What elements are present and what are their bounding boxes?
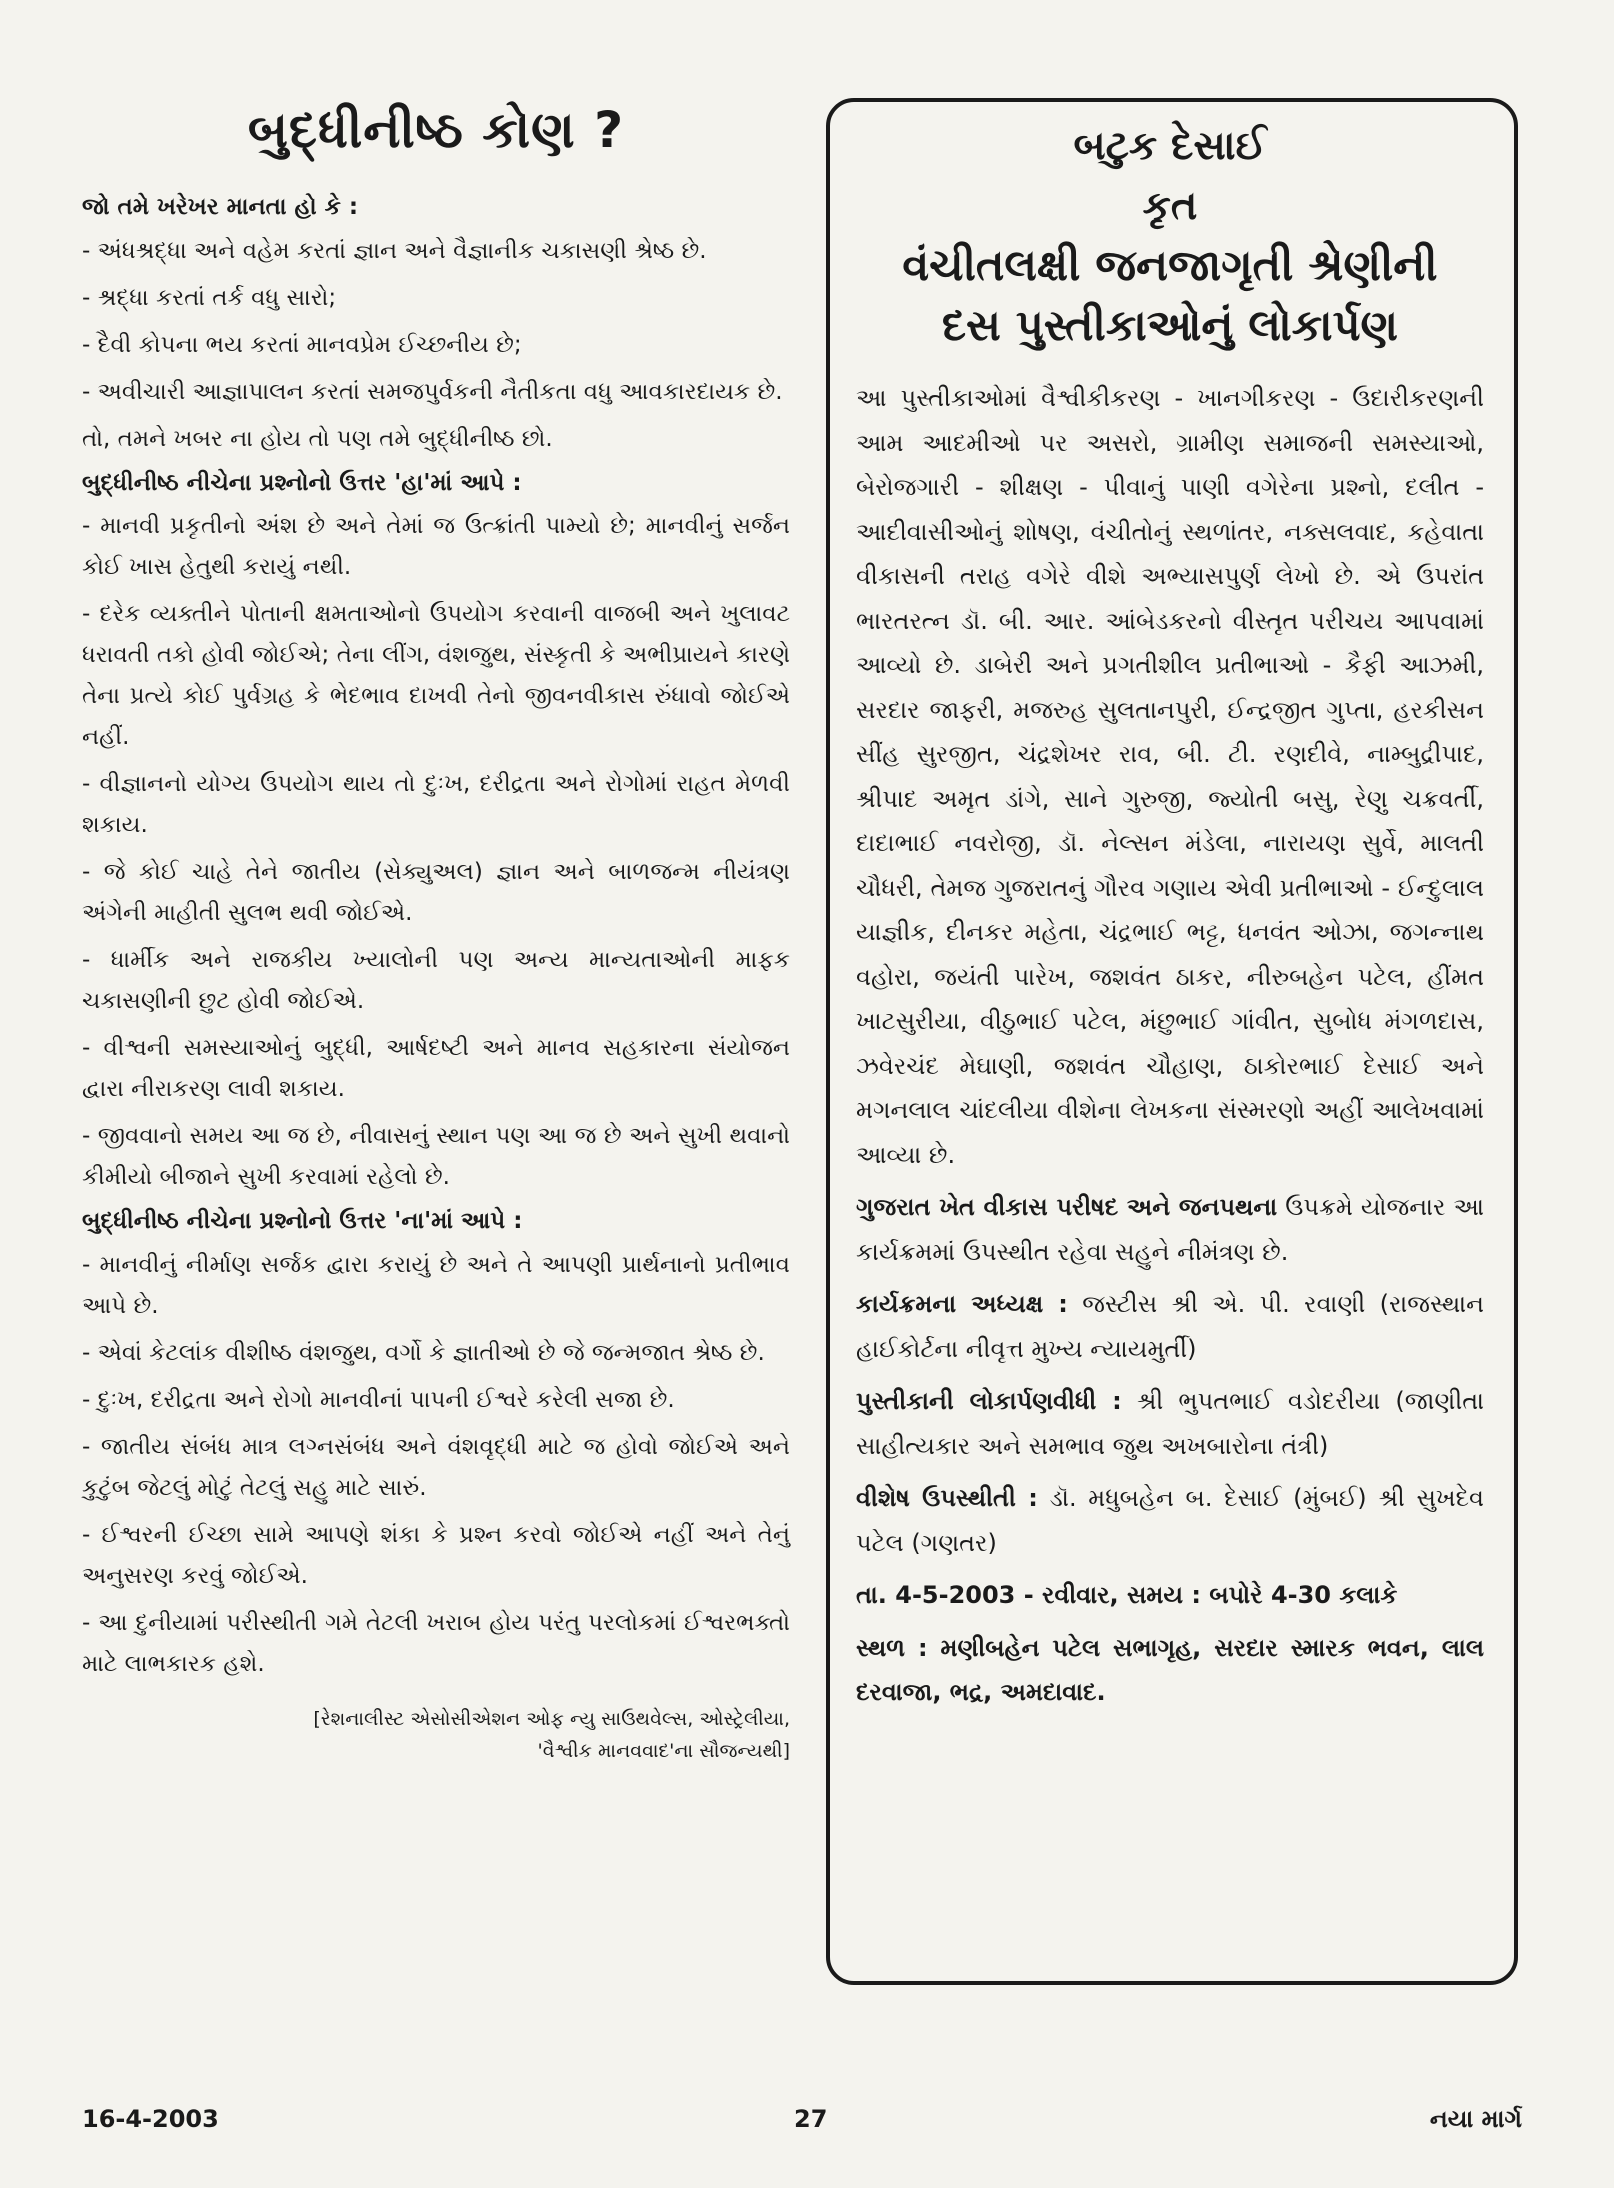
invitation-paragraph — [856, 1185, 1484, 1274]
list-item: - દરેક વ્યક્તીને પોતાની ક્ષમતાઓનો ઉપયોગ કરવાની વાજબી અને ખુલાવટ ધરાવતી તકો હોવી જોઈએ; તેના લીંગ, વંશજુથ, સંસ્કૃતી કે અભીપ્રાયને કારણે તેના પ્રત્યે કોઈ પુર્વગ્રહ કે ભેદભાવ દાખવી તેનો જીવનવીકાસ રુંધાવો જોઈએ નહીં. — [82, 601, 790, 750]
release-text: શ્રી ભુપતભાઈ વડોદરીયા (જાણીતા સાહીત્યકાર અને સમભાવ જુથ અખબારોના તંત્રી) — [856, 1387, 1484, 1460]
event-datetime: તા. 4-5-2003 - રવીવાર, સમય : બપોરે 4-30 કલાકે — [856, 1581, 1398, 1609]
special-label: વીશેષ ઉપસ્થીતી : — [856, 1484, 1038, 1512]
special-guests-paragraph — [856, 1476, 1484, 1565]
source-credit — [82, 1703, 790, 1767]
section-heading: બુદ્ધીનીષ્ઠ નીચેના પ્રશ્નોનો ઉત્તર 'હા'માં આપે : — [82, 469, 522, 496]
list-item: - વીજ્ઞાનનો યોગ્ય ઉપયોગ થાય તો દુઃખ, દરીદ્રતા અને રોગોમાં રાહત મેળવી શકાય. — [82, 771, 790, 838]
conclusion-line: તો, તમને ખબર ના હોય તો પણ તમે બુદ્ધીનીષ્ઠ છો. — [82, 425, 553, 452]
magazine-name: નયા માર્ગ — [1429, 2105, 1522, 2133]
list-item: - વીશ્વની સમસ્યાઓનું બુદ્ધી, આર્ષદષ્ટી અને માનવ સહકારના સંયોજન દ્વારા નીરાકરણ લાવી શકાય. — [82, 1035, 790, 1102]
list-item: - અંધશ્રદ્ધા અને વહેમ કરતાં જ્ઞાન અને વૈજ્ઞાનીક ચકાસણી શ્રેષ્ઠ છે. — [82, 237, 707, 264]
event-venue: સ્થળ : મણીબહેન પટેલ સભાગૃહ, સરદાર સ્મારક ભવન, લાલ દરવાજા, ભદ્ર, અમદાવાદ. — [856, 1633, 1484, 1706]
issue-date: 16-4-2003 — [82, 2105, 219, 2133]
list-item: - અવીચારી આજ્ઞાપાલન કરતાં સમજપુર્વકની નૈતીકતા વધુ આવકારદાયક છે. — [82, 378, 783, 405]
list-item: - જીવવાનો સમય આ જ છે, નીવાસનું સ્થાન પણ આ જ છે અને સુખી થવાનો કીમીયો બીજાને સુખી કરવામાં રહેલો છે. — [82, 1123, 790, 1190]
section-heading: બુદ્ધીનીષ્ઠ નીચેના પ્રશ્નોનો ઉત્તર 'ના'માં આપે : — [82, 1208, 523, 1234]
section-heading: જો તમે ખરેખર માનતા હો કે : — [82, 194, 359, 220]
list-item: - જે કોઈ ચાહે તેને જાતીય (સેક્યુઅલ) જ્ઞાન અને બાળજન્મ નીયંત્રણ અંગેની માહીતી સુલભ થવી જોઈએ. — [82, 859, 790, 926]
organizer-names: ગુજરાત ખેત વીકાસ પરીષદ અને જનપથના — [856, 1193, 1278, 1221]
list-item: - એવાં કેટલાંક વીશીષ્ઠ વંશજુથ, વર્ગો કે જ્ઞાતીઓ છે જે જન્મજાત શ્રેષ્ઠ છે. — [82, 1339, 765, 1366]
chair-label: કાર્યક્રમના અધ્યક્ષ : — [856, 1290, 1068, 1318]
event-title: દસ પુસ્તીકાઓનું લોકાર્પણ — [942, 301, 1398, 351]
list-item: - ઈશ્વરની ઈચ્છા સામે આપણે શંકા કે પ્રશ્ન કરવો જોઈએ નહીં અને તેનું અનુસરણ કરવું જોઈએ. — [82, 1521, 790, 1589]
special-text: ડૉ. મધુબહેન બ. દેસાઈ (મુંબઈ) શ્રી સુખદેવ પટેલ (ગણતર) — [856, 1484, 1484, 1557]
list-item: - જાતીય સંબંધ માત્ર લગ્નસંબંધ અને વંશવૃદ્ધી માટે જ હોવો જોઈએ અને કુટુંબ જેટલું મોટું તેટલું સહુ માટે સારું. — [82, 1433, 790, 1501]
title-by: કૃત — [1142, 183, 1198, 229]
credit-line: [રેશનાલીસ્ટ એસોસીએશન ઓફ ન્યુ સાઉથવેલ્સ, ઓસ્ટ્રેલીયા, — [313, 1707, 790, 1730]
author-name: બટુક દેસાઈ — [1073, 123, 1267, 169]
list-item: - ધાર્મીક અને રાજકીય ખ્યાલોની પણ અન્ય માન્યતાઓની માફક ચકાસણીની છુટ હોવી જોઈએ. — [82, 947, 790, 1014]
release-label: પુસ્તીકાની લોકાર્પણવીધી : — [856, 1387, 1122, 1415]
invitation-text: ઉપક્રમે યોજનાર આ કાર્યક્રમમાં ઉપસ્થીત રહેવા સહુને નીમંત્રણ છે. — [856, 1193, 1484, 1266]
series-title: વંચીતલક્ષી જનજાગૃતી શ્રેણીની — [902, 241, 1438, 291]
article-title: બુદ્ધીનીષ્ઠ કોણ ? — [247, 101, 625, 159]
description-paragraph: આ પુસ્તીકાઓમાં વૈશ્વીકીકરણ - ખાનગીકરણ - ઉદારીકરણની આમ આદમીઓ પર અસરો, ગ્રામીણ સમાજની સમસ્યાઓ, બેરોજગારી - શીક્ષણ - પીવાનું પાણી વગેરેના પ્રશ્નો, દલીત - આદીવાસીઓનું શોષણ, વંચીતોનું સ્થળાંતર, નક્સલવાદ, કહેવાતા વીકાસની તરાહ વગેરે વીશે અભ્યાસપુર્ણ લેખો છે. એ ઉપરાંત ભારતરત્ન ડૉ. બી. આર. આંબેડકરનો વીસ્તૃત પરીચય આપવામાં આવ્યો છે. ડાબેરી અને પ્રગતીશીલ પ્રતીભાઓ - કૈફી આઝમી, સરદાર જાફરી, મજરુહ સુલતાનપુરી, ઈન્દ્રજીત ગુપ્તા, હરકીસન સીંહ સુરજીત, ચંદ્રશેખર રાવ, બી. ટી. રણદીવે, નામ્બુદ્રીપાદ, શ્રીપાદ અમૃત ડાંગે, સાને ગુરુજી, જ્યોતી બસુ, રેણુ ચક્રવર્તી, દાદાભાઈ નવરોજી, ડૉ. નેલ્સન મંડેલા, નારાયણ સુર્વે, માલતી ચૌધરી, તેમજ ગુજરાતનું ગૌરવ ગણાય એવી પ્રતીભાઓ - ઈન્દુલાલ યાજ્ઞીક, દીનકર મહેતા, ચંદ્રભાઈ ભટ્ટ, ધનવંત ઓઝા, જગન્નાથ વહોરા, જયંતી પારેખ, જશવંત ઠાકર, નીરુબહેન પટેલ, હીંમત ખાટસુરીયા, વીઠુભાઈ પટેલ, મંછુભાઈ ગાંવીત, સુબોધ મંગળદાસ, ઝવેરચંદ મેઘાણી, જશવંત ચૌહાણ, ઠાકોરભાઈ દેસાઈ અને મગનલાલ ચાંદલીયા વીશેના લેખકના સંસ્મરણો અહીં આલેખવામાં આવ્યા છે. — [856, 384, 1484, 1169]
list-item: - માનવીનું નીર્માણ સર્જક દ્વારા કરાયું છે અને તે આપણી પ્રાર્થનાનો પ્રતીભાવ આપે છે. — [82, 1251, 790, 1319]
release-paragraph — [856, 1379, 1484, 1468]
list-item: - શ્રદ્ધા કરતાં તર્ક વધુ સારો; — [82, 284, 337, 311]
chair-text: જસ્ટીસ શ્રી એ. પી. રવાણી (રાજસ્થાન હાઈકોર્ટના નીવૃત્ત મુખ્ય ન્યાયમુર્તી) — [856, 1290, 1485, 1363]
list-item: - દૈવી કોપના ભય કરતાં માનવપ્રેમ ઈચ્છનીય છે; — [82, 331, 522, 358]
page-number: 27 — [794, 2105, 828, 2133]
list-item: - આ દુનીયામાં પરીસ્થીતી ગમે તેટલી ખરાબ હોય પરંતુ પરલોકમાં ઈશ્વરભક્તો માટે લાભકારક હશે. — [82, 1609, 790, 1677]
chair-paragraph — [856, 1282, 1484, 1371]
article-rationalist — [82, 100, 790, 1767]
credit-line: 'વૈશ્વીક માનવવાદ'ના સૌજન્યથી] — [537, 1739, 790, 1762]
announcement-box — [826, 98, 1518, 1985]
list-item: - દુઃખ, દરીદ્રતા અને રોગો માનવીનાં પાપની ઈશ્વરે કરેલી સજા છે. — [82, 1386, 675, 1413]
list-item: - માનવી પ્રકૃતીનો અંશ છે અને તેમાં જ ઉત્ક્રાંતી પામ્યો છે; માનવીનું સર્જન કોઈ ખાસ હેતુથી કરાયું નથી. — [82, 513, 790, 580]
